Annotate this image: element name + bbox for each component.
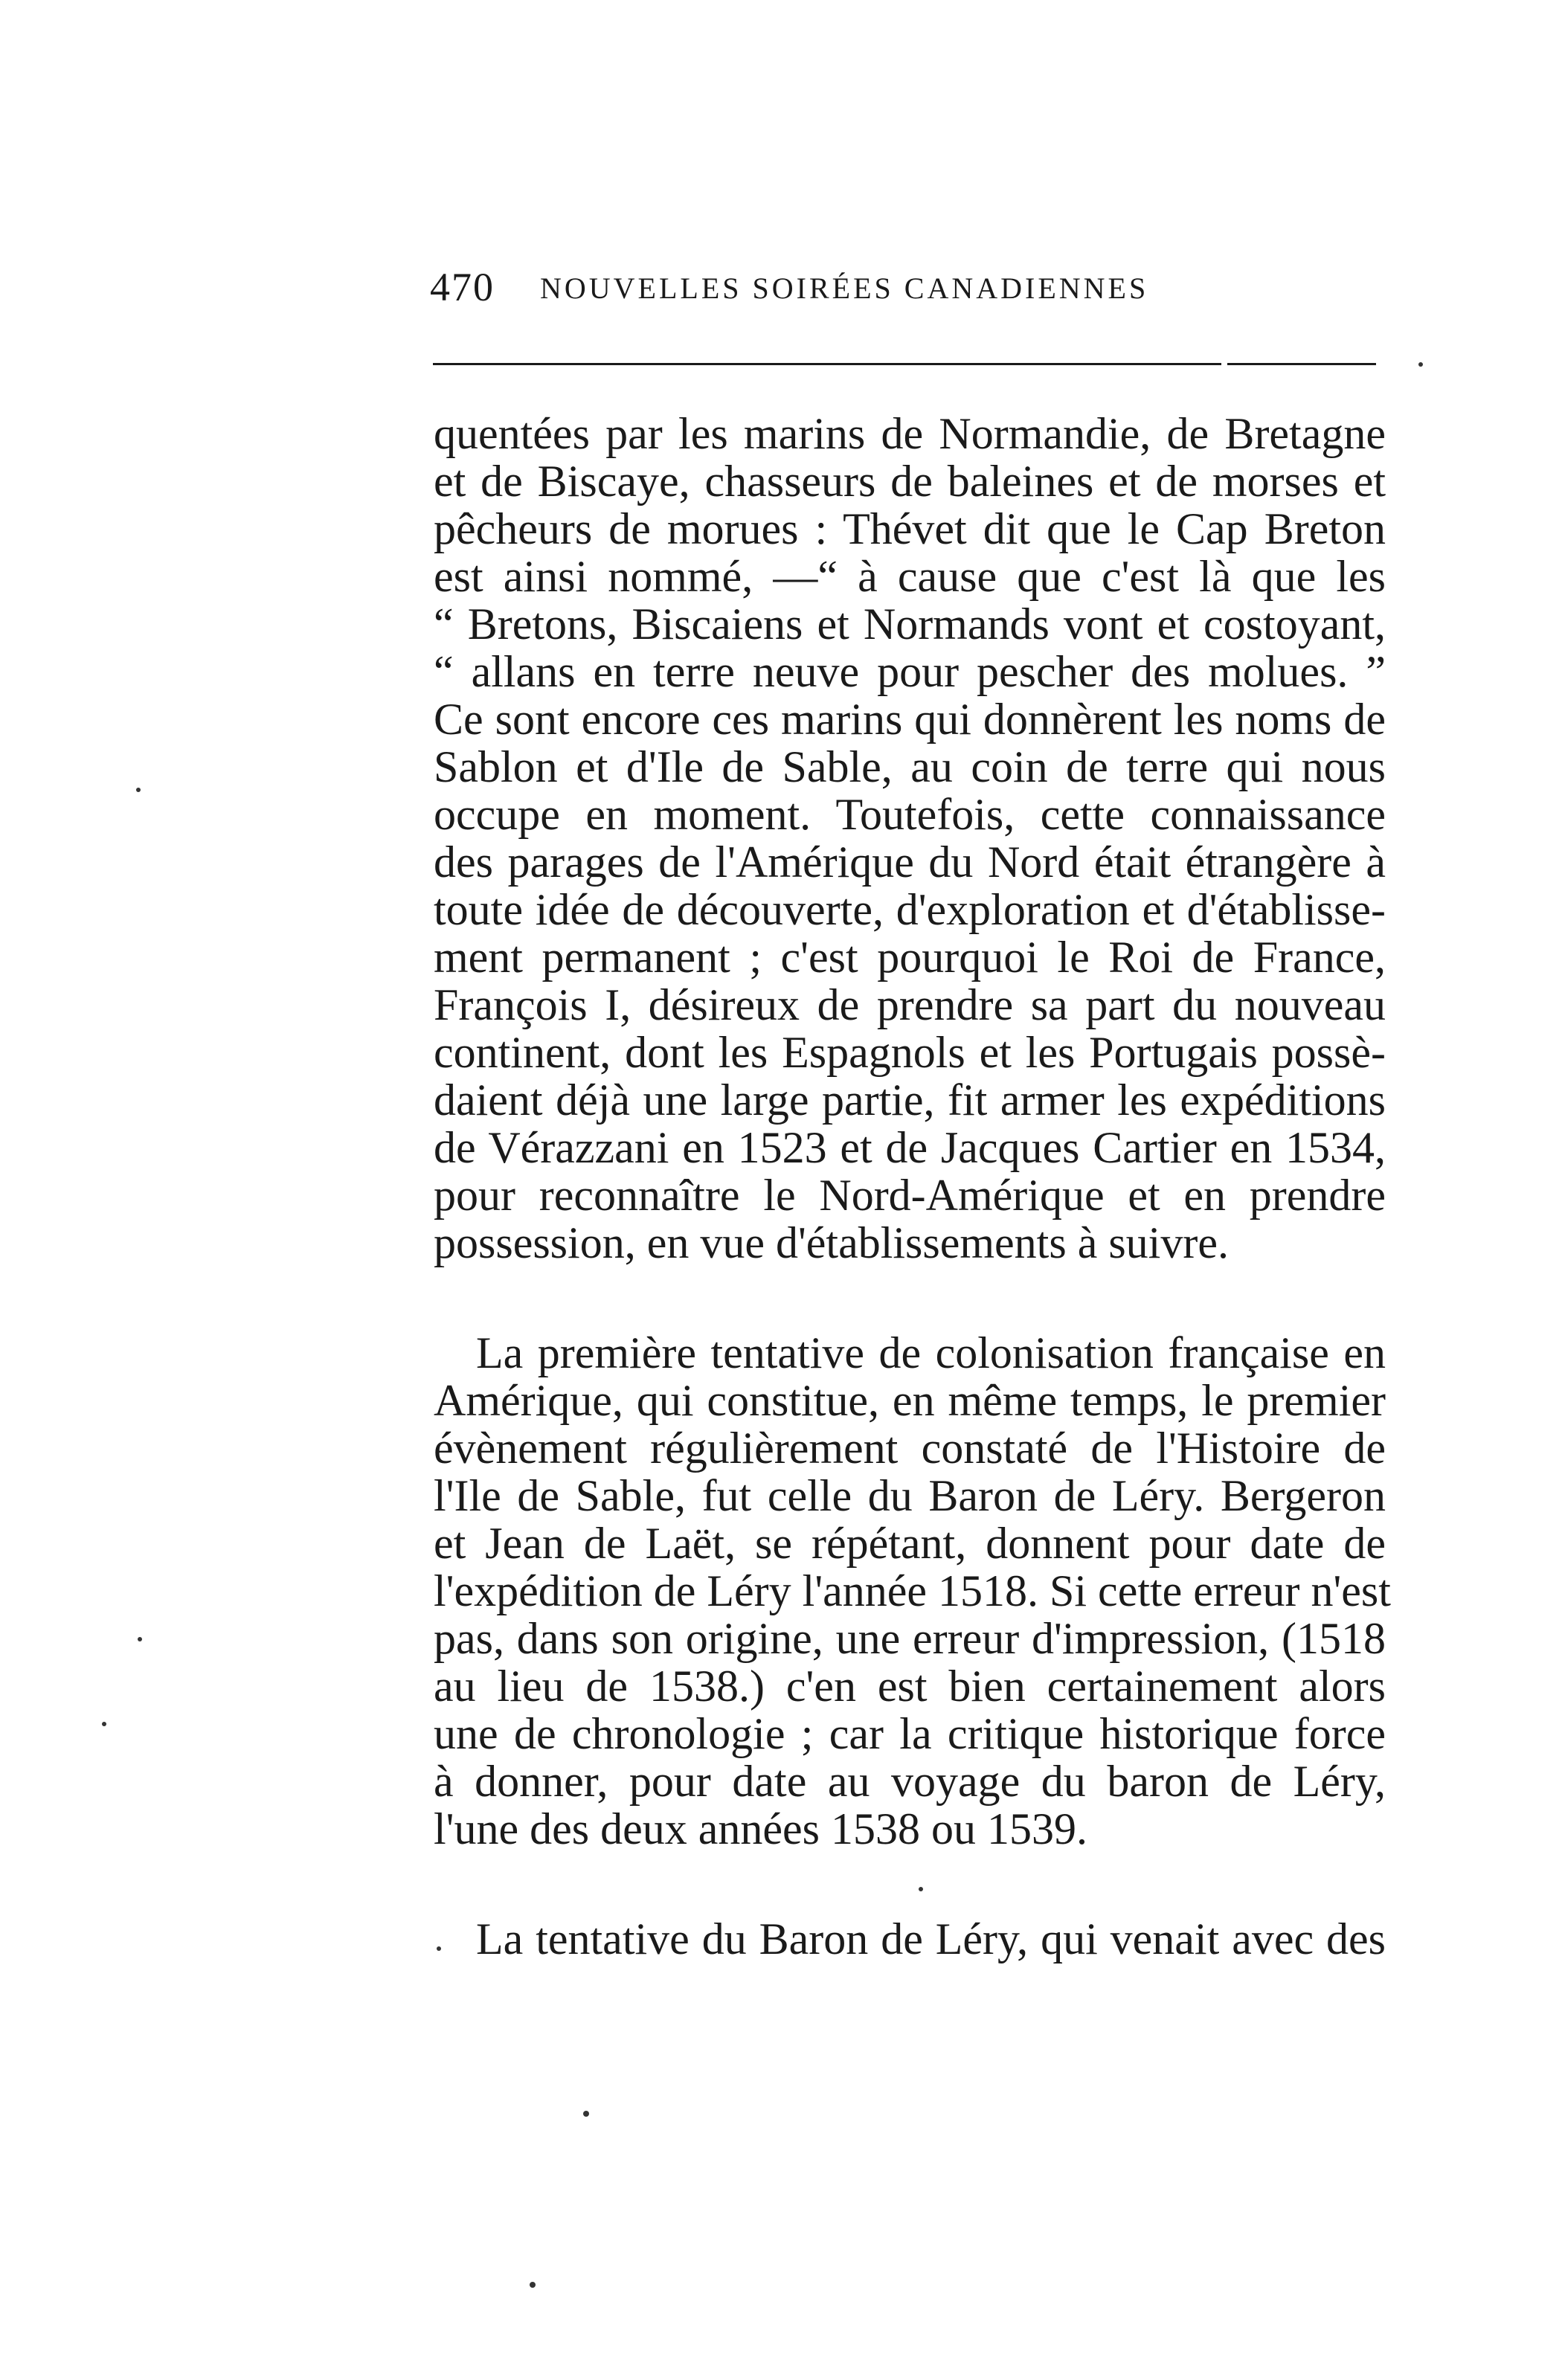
speck — [138, 1637, 142, 1641]
text-line: et de Biscaye, chasseurs de baleines et de morses et — [434, 457, 1386, 506]
speck — [437, 1946, 441, 1951]
text-line: pour reconnaître le Nord-Amérique et en prendre — [434, 1171, 1386, 1220]
speck — [919, 1887, 923, 1891]
text-line: continent, dont les Espagnols et les Portugais possè- — [434, 1028, 1386, 1077]
running-title: NOUVELLES SOIRÉES CANADIENNES — [540, 271, 1149, 305]
header-rule-short — [1227, 363, 1376, 365]
speck — [530, 2282, 536, 2288]
text-line: l'Ile de Sable, fut celle du Baron de Léry. Bergeron — [434, 1471, 1386, 1520]
text-line: daient déjà une large partie, fit armer les expéditions — [434, 1075, 1386, 1125]
text-line-last: l'une des deux années 1538 ou 1539. — [434, 1804, 1087, 1853]
speck — [583, 2111, 589, 2117]
text-line: Sablon et d'Ile de Sable, au coin de terre qui nous — [434, 742, 1386, 791]
text-line: “ Bretons, Biscaiens et Normands vont et costoyant, — [434, 599, 1386, 649]
speck — [136, 788, 141, 792]
text-line: pas, dans son origine, une erreur d'impression, (1518 — [434, 1614, 1386, 1663]
text-line: “ allans en terre neuve pour pescher des molues. ” — [434, 647, 1386, 696]
text-line: et Jean de Laët, se répétant, donnent pour date de — [434, 1519, 1386, 1568]
text-line: à donner, pour date au voyage du baron de Léry, — [434, 1757, 1386, 1806]
text-line: Ce sont encore ces marins qui donnèrent les noms de — [434, 695, 1386, 744]
page-header — [430, 265, 1382, 309]
text-line-last: possession, en vue d'établissements à suivre. — [434, 1218, 1229, 1267]
text-line: toute idée de découverte, d'exploration et d'établisse- — [434, 885, 1386, 934]
speck — [1418, 362, 1423, 367]
text-line: au lieu de 1538.) c'en est bien certainement alors — [434, 1662, 1386, 1711]
text-line: l'expédition de Léry l'année 1518. Si cette erreur n'est — [434, 1566, 1391, 1615]
text-line: François I, désireux de prendre sa part du nouveau — [434, 980, 1386, 1029]
text-line: une de chronologie ; car la critique historique force — [434, 1709, 1386, 1758]
text-line: des parages de l'Amérique du Nord était étrangère à — [434, 837, 1386, 887]
text-line-first: La tentative du Baron de Léry, qui venait avec des — [476, 1914, 1386, 1964]
text-line: évènement régulièrement constaté de l'Histoire de — [434, 1424, 1386, 1473]
text-line: est ainsi nommé, —“ à cause que c'est là que les — [434, 552, 1386, 601]
text-line: occupe en moment. Toutefois, cette connaissance — [434, 790, 1386, 839]
text-line: de Vérazzani en 1523 et de Jacques Cartier en 1534, — [434, 1123, 1386, 1172]
text-line-first: La première tentative de colonisation française en — [476, 1328, 1386, 1377]
text-line: quentées par les marins de Normandie, de Bretagne — [434, 409, 1386, 458]
text-line: Amérique, qui constitue, en même temps, le premier — [434, 1376, 1386, 1425]
page-number: 470 — [430, 265, 495, 309]
speck — [102, 1722, 106, 1726]
text-line: ment permanent ; c'est pourquoi le Roi de France, — [434, 933, 1386, 982]
text-line: pêcheurs de morues : Thévet dit que le Cap Breton — [434, 504, 1386, 553]
header-rule — [433, 363, 1221, 365]
